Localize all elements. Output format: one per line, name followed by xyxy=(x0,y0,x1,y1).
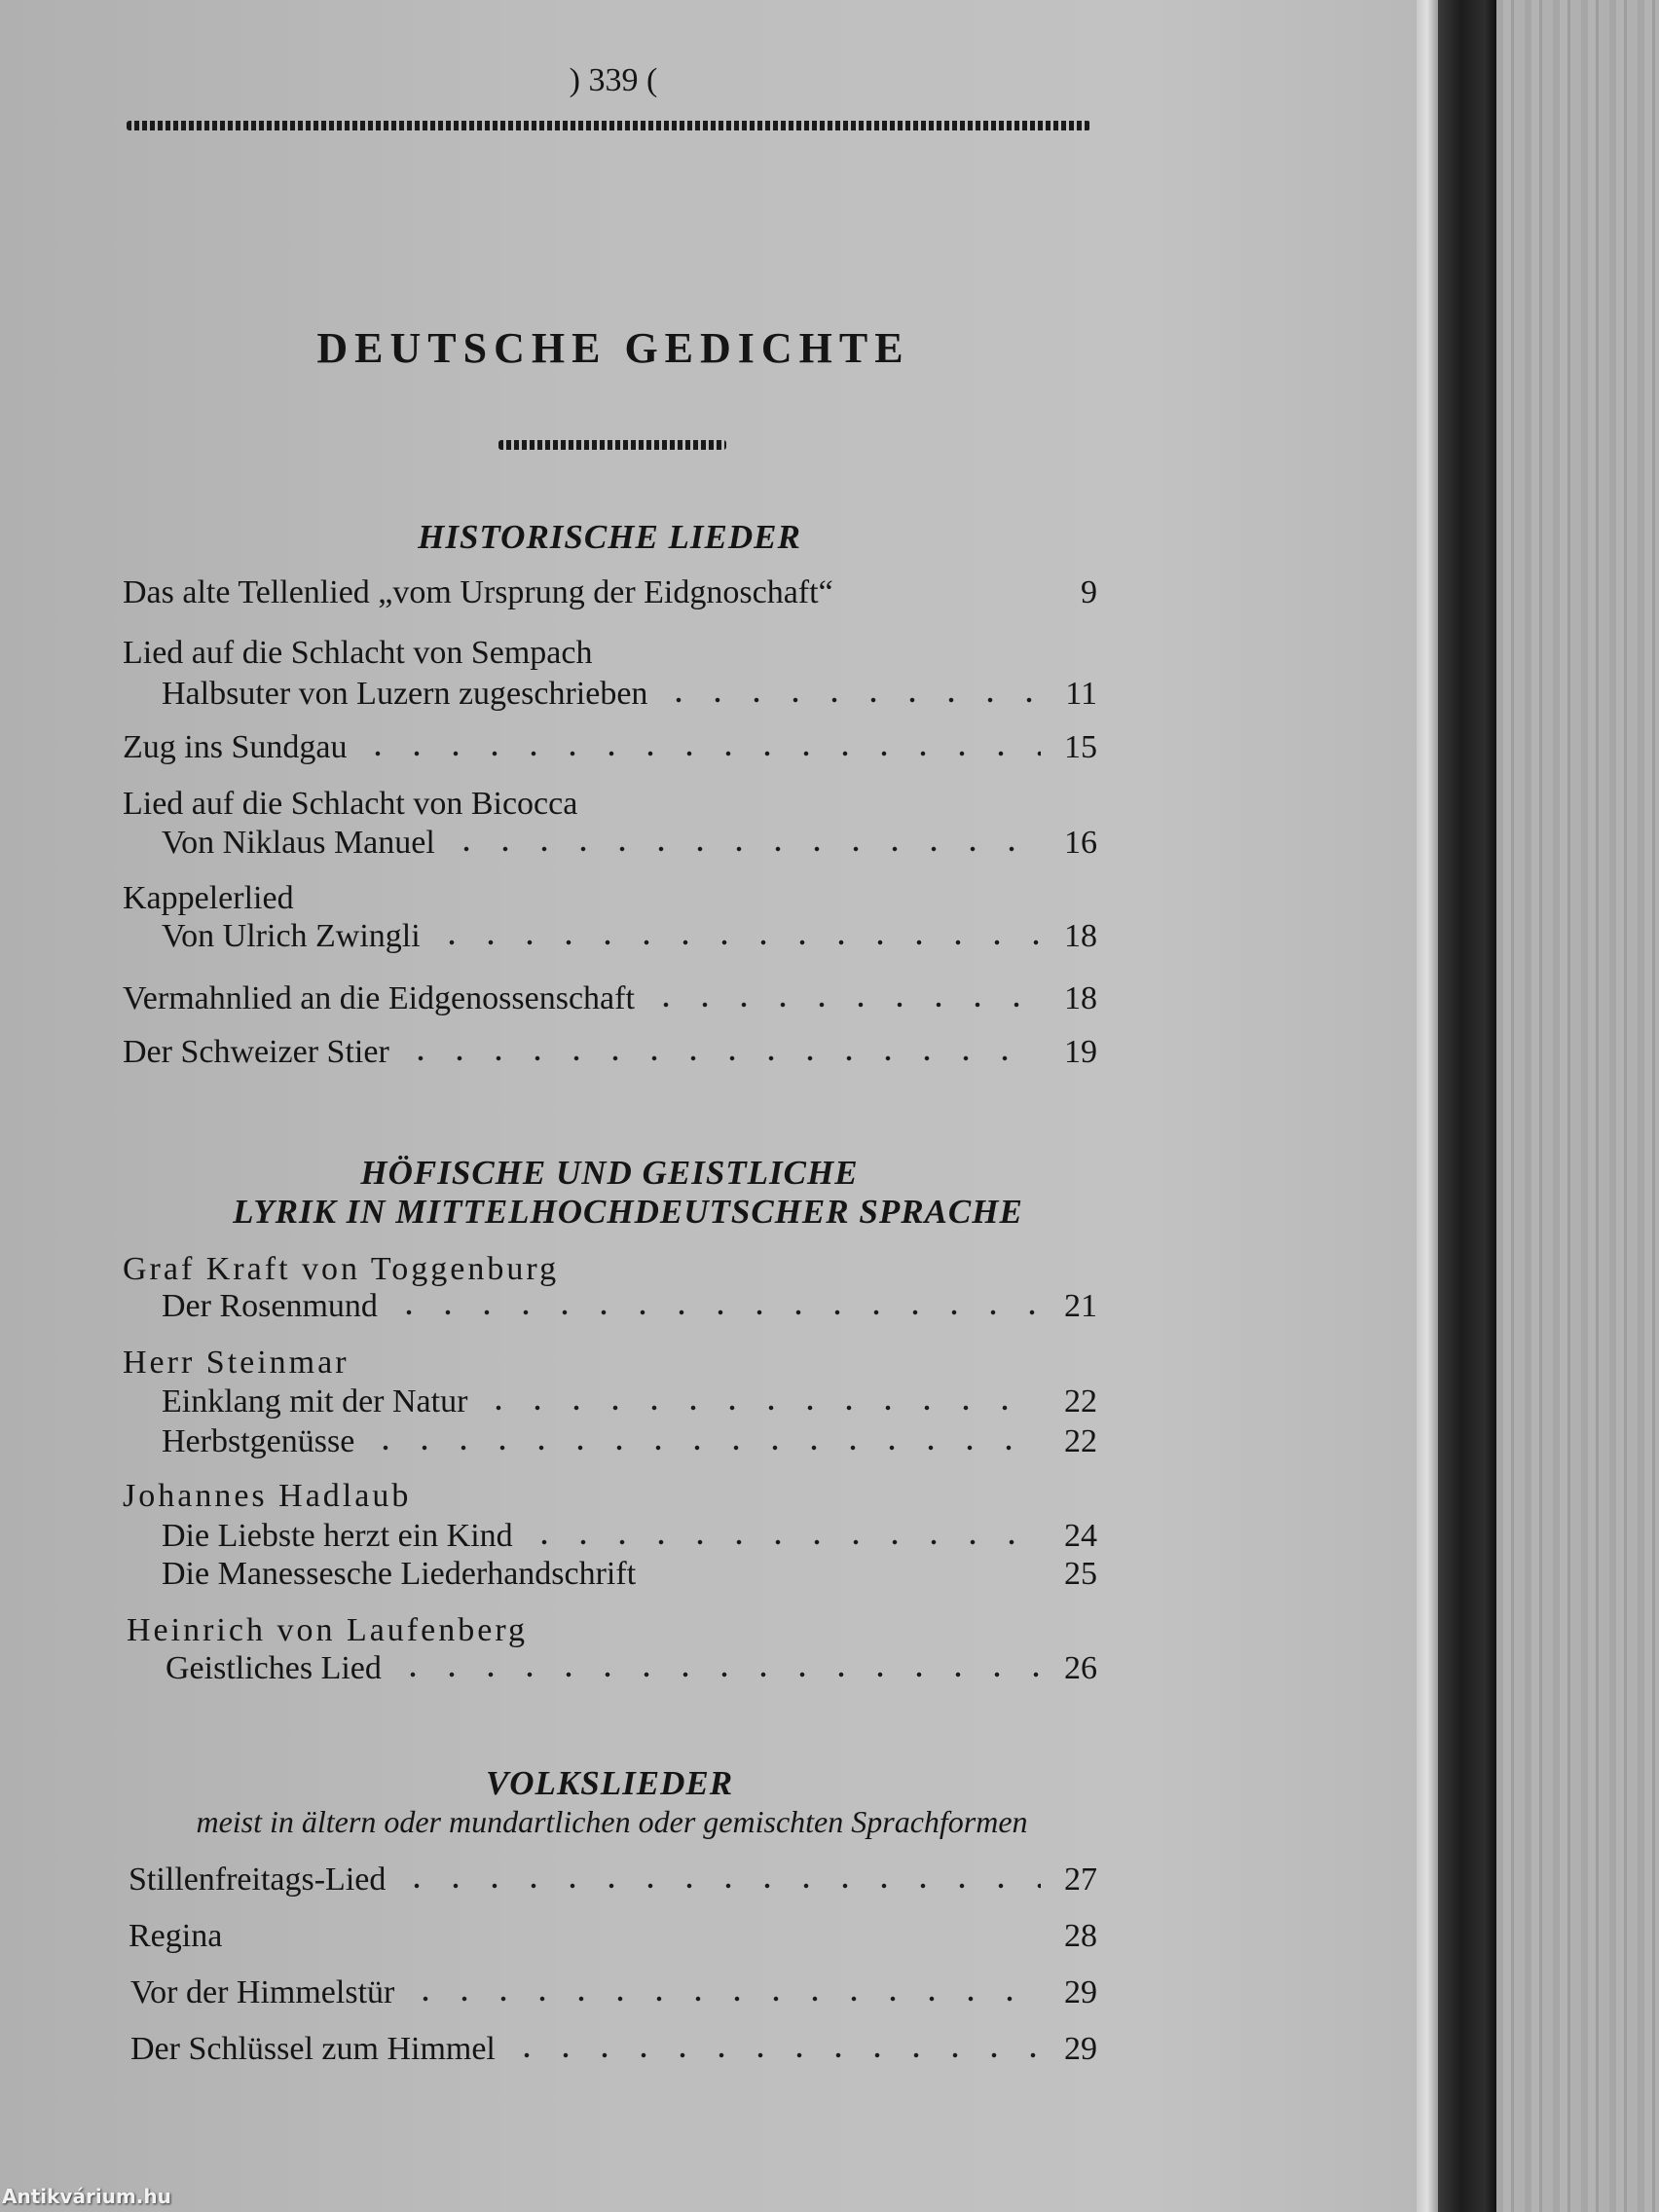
entry-title: Halbsuter von Luzern zugeschrieben xyxy=(162,676,648,712)
toc-entry xyxy=(162,1554,1097,1595)
toc-author xyxy=(123,1476,1097,1517)
page-number: ) 339 ( xyxy=(569,62,658,98)
section-heading-line-2: LYRIK IN MITTELHOCHDEUTSCHER SPRACHE xyxy=(233,1193,1023,1231)
entry-title: Einklang mit der Natur xyxy=(162,1383,468,1419)
section-subheading: meist in ältern oder mundartlichen oder gemischten Sprachformen xyxy=(196,1804,1028,1839)
author-name: Johannes Hadlaub xyxy=(123,1478,412,1514)
entry-page: 9 xyxy=(1081,574,1097,610)
toc-entry xyxy=(123,633,1097,674)
entry-title: Geistliches Lied xyxy=(166,1650,382,1686)
section-heading: VOLKSLIEDER xyxy=(485,1764,734,1802)
section-heading: HISTORISCHE LIEDER xyxy=(418,518,801,556)
entry-page: 29 xyxy=(1064,2031,1097,2067)
entry-page: 21 xyxy=(1064,1288,1097,1324)
page-edges xyxy=(1417,0,1438,2212)
toc-entry xyxy=(129,1860,1097,1900)
author-name: Graf Kraft von Toggenburg xyxy=(123,1251,560,1287)
entry-page: 24 xyxy=(1064,1518,1097,1554)
toc-entry xyxy=(162,1516,1097,1557)
toc-entry xyxy=(123,572,1097,613)
toc-entry xyxy=(123,1032,1097,1073)
wooden-surface xyxy=(1496,0,1659,2212)
entry-title: Kappelerlied xyxy=(123,880,294,916)
leader-dots xyxy=(525,1538,1041,1546)
entry-page: 15 xyxy=(1064,729,1097,765)
entry-page: 26 xyxy=(1064,1650,1097,1686)
entry-page: 25 xyxy=(1064,1556,1097,1592)
toc-entry xyxy=(123,784,1097,825)
entry-page: 28 xyxy=(1064,1918,1097,1954)
author-name: Heinrich von Laufenberg xyxy=(127,1612,529,1648)
toc-entry xyxy=(162,823,1097,864)
toc-entry xyxy=(130,1972,1097,2013)
entry-title: Der Schlüssel zum Himmel xyxy=(130,2031,496,2067)
watermark: Antikvárium.hu xyxy=(2,2185,171,2208)
entry-page: 18 xyxy=(1064,980,1097,1016)
entry-title: Das alte Tellenlied „vom Ursprung der Eidgnoschaft“ xyxy=(123,574,833,610)
toc-entry xyxy=(123,978,1097,1019)
entry-page: 27 xyxy=(1064,1862,1097,1898)
leader-dots xyxy=(358,750,1041,757)
toc-entry xyxy=(162,1286,1097,1327)
toc-entry xyxy=(129,1916,1097,1957)
entry-title: Der Schweizer Stier xyxy=(123,1034,389,1070)
entry-page: 22 xyxy=(1064,1383,1097,1419)
leader-dots xyxy=(479,1404,1041,1412)
entry-title: Die Manessesche Liederhandschrift xyxy=(162,1556,637,1592)
author-name: Herr Steinmar xyxy=(123,1345,350,1381)
toc-entry xyxy=(162,916,1097,957)
leader-dots xyxy=(393,1671,1041,1678)
leader-dots xyxy=(646,1001,1041,1009)
toc-entry xyxy=(130,2029,1097,2070)
entry-title: Von Niklaus Manuel xyxy=(162,825,435,861)
leader-dots xyxy=(507,2051,1041,2059)
page-title: DEUTSCHE GEDICHTE xyxy=(316,324,910,372)
entry-page: 18 xyxy=(1064,918,1097,954)
entry-title: Zug ins Sundgau xyxy=(123,729,348,765)
entry-title: Lied auf die Schlacht von Sempach xyxy=(123,635,593,671)
leader-dots xyxy=(432,939,1041,946)
toc-entry xyxy=(123,727,1097,768)
book-cover-edge xyxy=(1438,0,1496,2212)
leader-dots xyxy=(659,696,1041,704)
toc-author xyxy=(123,1343,1097,1383)
entry-title: Stillenfreitags-Lied xyxy=(129,1862,387,1898)
toc-entry xyxy=(166,1648,1097,1689)
entry-title: Vor der Himmelstür xyxy=(130,1974,395,2010)
entry-page: 29 xyxy=(1064,1974,1097,2010)
entry-title: Lied auf die Schlacht von Bicocca xyxy=(123,786,578,822)
entry-title: Der Rosenmund xyxy=(162,1288,378,1324)
leader-dots xyxy=(406,1995,1041,2003)
title-ornament-rule xyxy=(498,440,726,450)
entry-title: Die Liebste herzt ein Kind xyxy=(162,1518,513,1554)
entry-title: Regina xyxy=(129,1918,223,1954)
toc-entry xyxy=(162,674,1097,715)
entry-page: 16 xyxy=(1064,825,1097,861)
entry-title: Vermahnlied an die Eidgenossenschaft xyxy=(123,980,635,1016)
toc-entry xyxy=(123,878,1097,919)
leader-dots xyxy=(366,1444,1041,1452)
entry-title: Von Ulrich Zwingli xyxy=(162,918,421,954)
entry-page: 19 xyxy=(1064,1034,1097,1070)
toc-author xyxy=(127,1610,1101,1651)
leader-dots xyxy=(389,1309,1041,1316)
header-ornament-rule xyxy=(127,121,1090,130)
leader-dots xyxy=(447,845,1041,853)
toc-entry xyxy=(162,1421,1097,1462)
toc-entry xyxy=(162,1382,1097,1422)
entry-page: 22 xyxy=(1064,1423,1097,1459)
toc-author xyxy=(123,1249,1097,1290)
leader-dots xyxy=(401,1054,1041,1062)
leader-dots xyxy=(397,1882,1041,1890)
entry-title: Herbstgenüsse xyxy=(162,1423,355,1459)
entry-page: 11 xyxy=(1065,676,1097,712)
section-heading: HÖFISCHE UND GEISTLICHE xyxy=(360,1154,859,1192)
